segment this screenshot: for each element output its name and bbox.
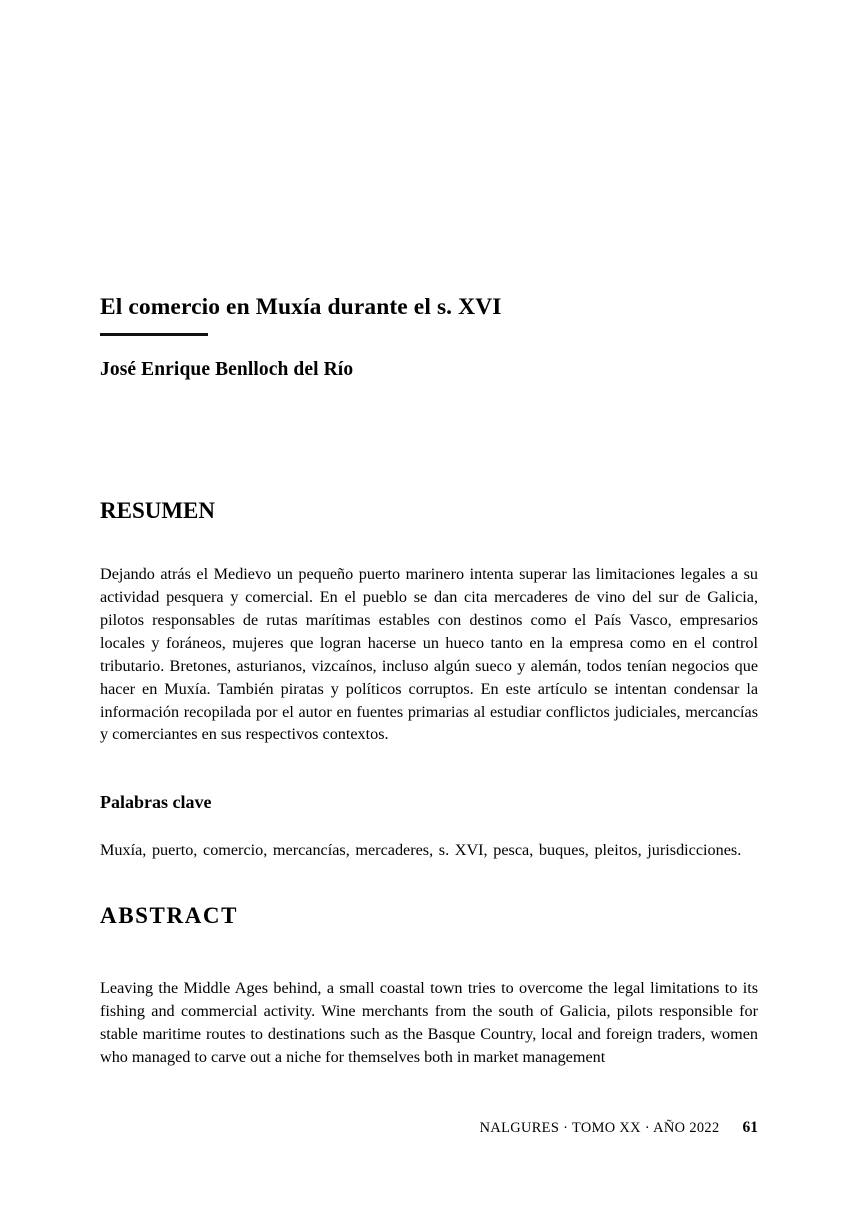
abstract-spanish-text: Dejando atrás el Medievo un pequeño puerto marinero intenta superar las limitaciones legales a su actividad pesquera y comercial. En el pueblo se dan cita mercaderes de vino del sur de Galicia, pilotos responsables de rutas marítimas estables con destinos como el País Vasco, empresarios locales y foráneos, mujeres que logran hacerse un hueco tanto en la empresa como en el control tributario. Bretones, asturianos, vizcaínos, incluso algún sueco y alemán, todos tenían negocios que hacer en Muxía. También piratas y políticos corruptos. En este artículo se intentan condensar la información recopilada por el autor en fuentes primarias al estudiar conflictos judiciales, mercancías y comerciantes en sus respectivos contextos.: [100, 565, 758, 744]
abstract-english-text: Leaving the Middle Ages behind, a small coastal town tries to overcome the legal limitations to its fishing and commercial activity. Wine merchants from the south of Galicia, pilots responsible for stable maritime routes to destinations such as the Basque Country, local and foreign traders, women who managed to carve out a niche for themselves both in market management: [100, 979, 758, 1067]
page-title: El comercio en Muxía durante el s. XVI: [100, 294, 502, 320]
section-heading-keywords: Palabras clave: [100, 792, 212, 813]
page-content-column: [100, 0, 758, 1069]
page-footer: [100, 1119, 758, 1137]
author-name: José Enrique Benlloch del Río: [100, 359, 354, 381]
section-heading-abstract: ABSTRACT: [100, 902, 239, 928]
section-heading-resumen: RESUMEN: [100, 497, 216, 523]
footer-page-number: 61: [742, 1119, 758, 1136]
keywords-text: Muxía, puerto, comercio, mercancías, mercaderes, s. XVI, pesca, buques, pleitos, jurisdicciones.: [100, 840, 742, 859]
footer-journal-info: NALGURES · TOMO XX · AÑO 2022: [479, 1120, 720, 1136]
